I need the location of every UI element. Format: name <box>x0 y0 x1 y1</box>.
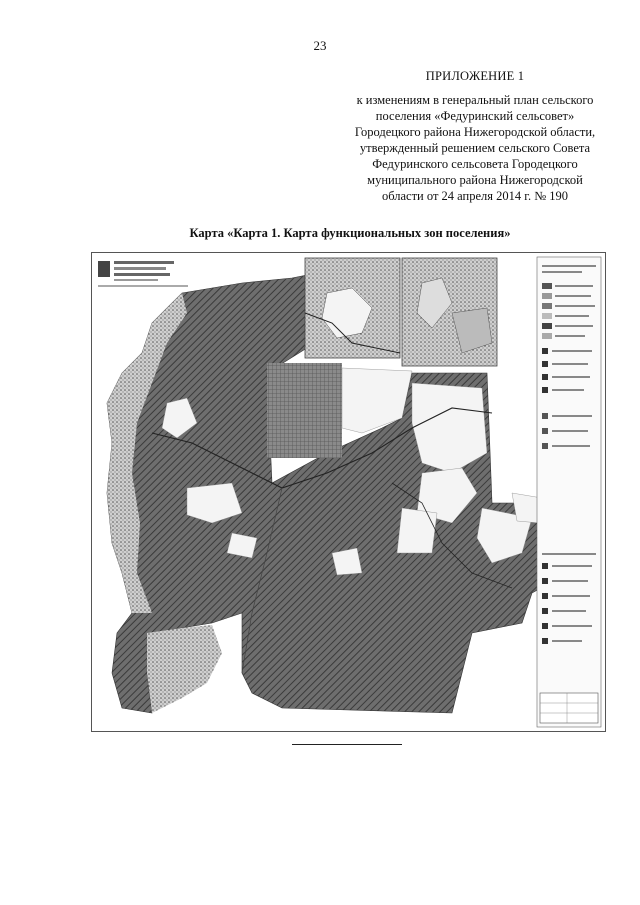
appendix-line: Городецкого района Нижегородской области, <box>354 125 596 139</box>
inset-map-top <box>305 258 400 358</box>
inset-map-right <box>402 258 497 366</box>
map-image <box>91 252 606 732</box>
map-legend <box>537 257 601 727</box>
appendix-line: к изменениям в генеральный план сельского <box>356 93 594 107</box>
page-number: 23 <box>313 38 327 53</box>
appendix-line: поселения «Федуринский сельсовет» <box>375 109 575 123</box>
bottom-rule <box>292 744 402 745</box>
map-title-block <box>98 261 188 287</box>
appendix-title: ПРИЛОЖЕНИЕ 1 <box>425 69 525 83</box>
appendix-line: утвержденный решением сельского Совета <box>359 141 591 155</box>
appendix-line: Федуринского сельсовета Городецкого <box>372 157 578 171</box>
appendix-line: области от 24 апреля 2014 г. № 190 <box>381 189 569 203</box>
southwest-peninsula <box>147 625 222 713</box>
appendix-line: муниципального района Нижегородской <box>367 173 583 187</box>
appendix-description <box>330 92 620 204</box>
zoning-map-graphic <box>92 253 605 731</box>
grid-zone <box>267 363 342 458</box>
map-caption: Карта «Карта 1. Карта функциональных зон поселения» <box>189 226 511 240</box>
